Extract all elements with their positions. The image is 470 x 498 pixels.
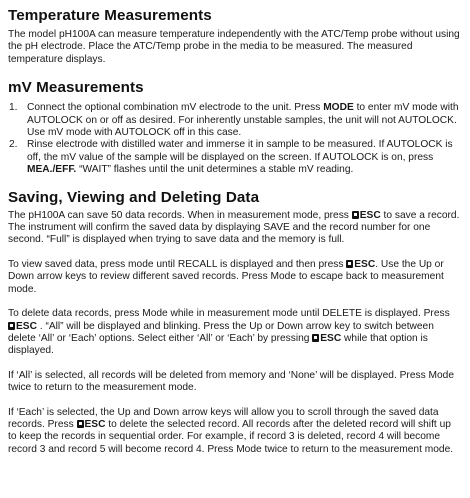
paragraph-text: To delete data records, press Mode while in measurement mode until DELETE is displayed. Press	[8, 308, 450, 320]
saving-heading: Saving, Viewing and Deleting Data	[8, 188, 260, 206]
paragraph-text: . Use the Up or Down arrow keys to review different saved records. Press Mode to escape back to measurement mode.	[8, 258, 444, 295]
paragraph-text: The pH100A can save 50 data records. When in measurement mode, press	[8, 209, 352, 221]
mv-step-2	[8, 139, 462, 176]
esc-key-label	[8, 321, 37, 332]
esc-label: ESC	[354, 258, 376, 270]
esc-label: ESC	[84, 418, 106, 430]
temperature-body: The model pH100A can measure temperature independently with the ATC/Temp probe without using the pH electrode. Place the ATC/Temp probe in the media to be measured. The measured temperature displays.	[8, 29, 460, 65]
mv-steps-list	[8, 102, 462, 176]
esc-key-label	[346, 259, 375, 270]
save-key-icon	[352, 211, 359, 219]
mv-step-1	[8, 102, 462, 139]
paragraph-text: to delete the selected record. All records after the deleted record will shift up to keep the records in sequential order. For example, if record 3 is deleted, record 4 will become record 3 and record 5 will become record 4. Press Mode twice to return to the measurement mode.	[8, 418, 454, 455]
save-key-icon	[346, 260, 353, 268]
esc-label: ESC	[16, 320, 37, 332]
saving-paragraph-1	[8, 210, 462, 247]
paragraph-text: to save a record. The instrument will confirm the saved data by displaying SAVE and the record number for one second. “Full” is displayed when trying to save data and the memory is full.	[8, 209, 460, 246]
step-text: Rinse electrode with distilled water and immerse it in sample to be measured. If AUTOLOCK is off, the mV value of the sample will be displayed on the screen. If AUTOLOCK is on, press	[27, 139, 453, 163]
paragraph-text: while that option is displayed.	[8, 332, 428, 357]
esc-key-label	[352, 210, 381, 221]
step-text: to enter mV mode with AUTOLOCK on or off as desired. For inherently unstable samples, the unit will not AUTOLOCK. Use mV mode with AUTOLOCK off in this case.	[27, 102, 459, 139]
saving-paragraph-2	[8, 259, 462, 296]
step-number: 1.	[9, 102, 18, 114]
mea-eff-key-label: MEA./EFF.	[27, 164, 77, 176]
save-key-icon	[312, 334, 319, 342]
step-text: “WAIT” flashes until the unit determines a stable mV reading.	[76, 164, 354, 176]
saving-paragraph-4: If ‘All’ is selected, all records will be deleted from memory and ‘None’ will be displayed. Press Mode twice to return to the measurement mode.	[8, 369, 454, 394]
save-key-icon	[77, 420, 84, 428]
step-text: Connect the optional combination mV electrode to the unit. Press	[27, 102, 324, 114]
paragraph-text: If ‘Each’ is selected, the Up and Down arrow keys will allow you to scroll through the saved data records. Press	[8, 406, 439, 430]
step-number: 2.	[9, 139, 18, 151]
saving-paragraph-3	[8, 308, 462, 358]
save-key-icon	[8, 322, 15, 330]
esc-key-label	[312, 333, 341, 344]
mode-key-label: MODE	[323, 102, 354, 114]
esc-key-label	[77, 419, 106, 430]
saving-paragraph-5	[8, 407, 462, 457]
paragraph-text: . “All” will be displayed and blinking. Press the Up or Down arrow key to switch between delete ‘All’ or ‘Each’ options. Select either ‘All’ or ‘Each’ by pressing	[8, 320, 434, 344]
mv-heading: mV Measurements	[8, 79, 144, 97]
paragraph-text: To view saved data, press mode until RECALL is displayed and then press	[8, 258, 347, 270]
temperature-heading: Temperature Measurements	[8, 7, 212, 24]
esc-label: ESC	[359, 209, 381, 221]
esc-label: ESC	[320, 332, 342, 344]
